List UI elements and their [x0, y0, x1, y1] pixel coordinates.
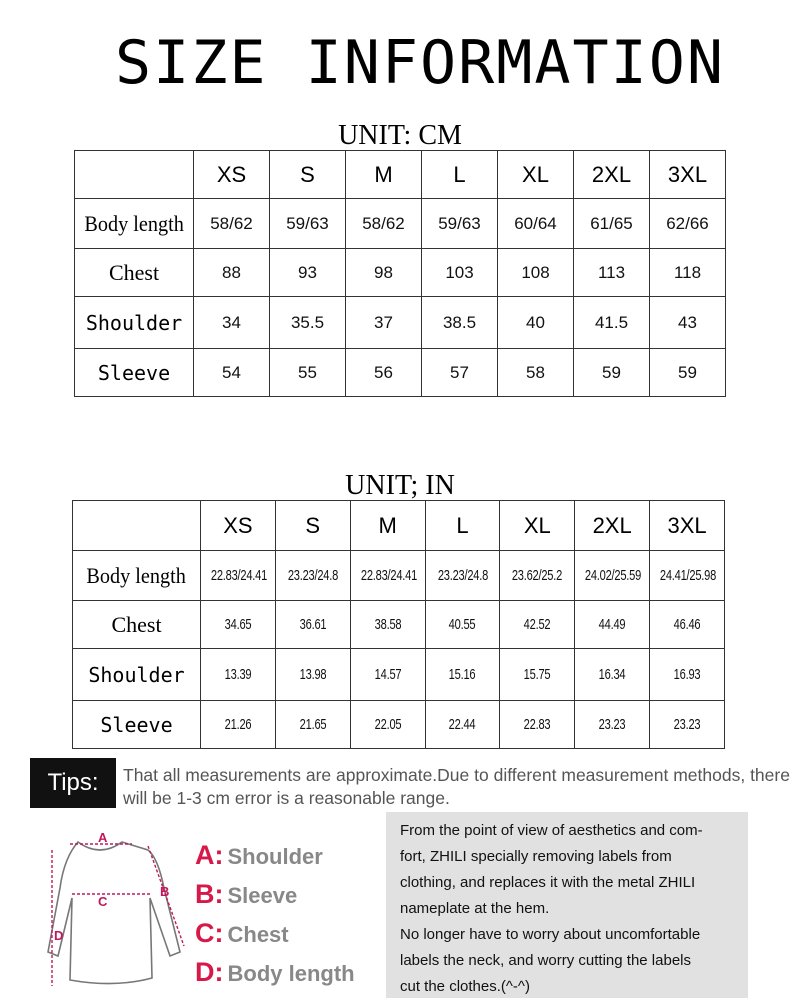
table-cell: 16.34 [575, 649, 650, 701]
size-header: 2XL [574, 151, 650, 199]
note-line: No longer have to worry about uncomfortable [400, 926, 701, 943]
page-title: SIZE INFORMATION [115, 28, 725, 98]
size-header: M [350, 501, 425, 551]
table-cell: 38.5 [422, 297, 498, 349]
table-cell: 40.55 [425, 601, 500, 649]
table-cell: 22.44 [425, 701, 500, 749]
table-cell: 13.39 [201, 649, 276, 701]
shirt-outline [48, 842, 180, 984]
row-label: Sleeve [73, 701, 201, 749]
legend-letter: C: [195, 918, 224, 948]
size-header: S [275, 501, 350, 551]
size-header: 2XL [575, 501, 650, 551]
legend-item [195, 840, 385, 879]
table-cell: 44.49 [575, 601, 650, 649]
table-row [75, 349, 726, 397]
row-label: Shoulder [75, 297, 194, 349]
table-header-row [73, 501, 725, 551]
table-cell: 23.23/24.8 [275, 551, 350, 601]
row-label: Chest [73, 601, 201, 649]
shirt-measurement-diagram [40, 828, 190, 998]
table-cell: 21.65 [275, 701, 350, 749]
size-header: XL [498, 151, 574, 199]
table-row [75, 297, 726, 349]
note-line: labels the neck, and worry cutting the labels [400, 952, 691, 969]
table-cell: 16.93 [650, 649, 725, 701]
table-cell: 58/62 [346, 199, 422, 249]
cm-unit-label: UNIT: CM [338, 120, 462, 151]
table-cell: 113 [574, 249, 650, 297]
table-cell: 60/64 [498, 199, 574, 249]
table-cell: 23.62/25.2 [500, 551, 575, 601]
legend-label: Shoulder [227, 844, 323, 869]
header-empty-cell [73, 501, 201, 551]
size-header: 3XL [650, 151, 726, 199]
legend-item [195, 879, 385, 918]
row-label: Body length [75, 199, 194, 249]
legend-letter: A: [195, 840, 224, 870]
legend-item [195, 957, 385, 996]
table-header-row [75, 151, 726, 199]
table-cell: 93 [270, 249, 346, 297]
table-cell: 40 [498, 297, 574, 349]
row-label: Shoulder [73, 649, 201, 701]
table-cell: 61/65 [574, 199, 650, 249]
table-cell: 22.83 [500, 701, 575, 749]
table-row [75, 249, 726, 297]
legend-item [195, 918, 385, 957]
table-row [75, 199, 726, 249]
table-row [73, 601, 725, 649]
table-cell: 42.52 [500, 601, 575, 649]
size-header: L [425, 501, 500, 551]
table-cell: 98 [346, 249, 422, 297]
table-cell: 24.41/25.98 [650, 551, 725, 601]
table-cell: 22.83/24.41 [201, 551, 276, 601]
table-cell: 15.16 [425, 649, 500, 701]
table-cell: 59 [574, 349, 650, 397]
label-note-box [386, 812, 748, 998]
row-label: Sleeve [75, 349, 194, 397]
table-cell: 13.98 [275, 649, 350, 701]
diagram-letter-b: B [160, 884, 170, 899]
size-header: L [422, 151, 498, 199]
table-cell: 55 [270, 349, 346, 397]
table-cell: 103 [422, 249, 498, 297]
table-cell: 41.5 [574, 297, 650, 349]
in-unit-label: UNIT; IN [345, 470, 455, 501]
table-cell: 35.5 [270, 297, 346, 349]
row-label: Body length [73, 551, 201, 601]
diagram-letter-a: A [98, 830, 108, 845]
table-cell: 36.61 [275, 601, 350, 649]
table-cell: 37 [346, 297, 422, 349]
note-line: nameplate at the hem. [400, 900, 550, 917]
table-cell: 23.23/24.8 [425, 551, 500, 601]
tips-label: Tips: [30, 758, 116, 808]
table-row [73, 649, 725, 701]
table-cell: 23.23 [575, 701, 650, 749]
note-line: From the point of view of aesthetics and com- [400, 822, 703, 839]
table-row [73, 701, 725, 749]
legend-label: Chest [227, 922, 289, 947]
table-cell: 56 [346, 349, 422, 397]
table-row [73, 551, 725, 601]
note-line: cut the clothes.(^-^) [400, 978, 530, 995]
table-cell: 34.65 [201, 601, 276, 649]
legend-label: Sleeve [227, 883, 298, 908]
legend-letter: D: [195, 957, 224, 987]
table-cell: 23.23 [650, 701, 725, 749]
size-header: 3XL [650, 501, 725, 551]
diagram-letter-d: D [54, 928, 64, 943]
table-cell: 59/63 [270, 199, 346, 249]
size-header: XS [194, 151, 270, 199]
table-cell: 22.83/24.41 [350, 551, 425, 601]
table-cell: 118 [650, 249, 726, 297]
table-cell: 59 [650, 349, 726, 397]
table-cell: 43 [650, 297, 726, 349]
size-header: XS [201, 501, 276, 551]
size-header: S [270, 151, 346, 199]
table-cell: 22.05 [350, 701, 425, 749]
table-cell: 108 [498, 249, 574, 297]
table-cell: 58 [498, 349, 574, 397]
size-header: M [346, 151, 422, 199]
table-cell: 88 [194, 249, 270, 297]
size-table-in [72, 500, 725, 749]
table-cell: 46.46 [650, 601, 725, 649]
table-cell: 24.02/25.59 [575, 551, 650, 601]
header-empty-cell [75, 151, 194, 199]
table-cell: 62/66 [650, 199, 726, 249]
tips-text: That all measurements are approximate.Due to different measurement methods, there will be 1-3 cm error is a reasonable range. [123, 765, 790, 808]
note-line: fort, ZHILI specially removing labels from [400, 848, 672, 865]
table-cell: 57 [422, 349, 498, 397]
measurement-legend [195, 840, 385, 996]
row-label: Chest [75, 249, 194, 297]
table-cell: 54 [194, 349, 270, 397]
table-cell: 34 [194, 297, 270, 349]
table-cell: 38.58 [350, 601, 425, 649]
table-cell: 15.75 [500, 649, 575, 701]
note-line: clothing, and replaces it with the metal ZHILI [400, 874, 696, 891]
table-cell: 59/63 [422, 199, 498, 249]
table-cell: 21.26 [201, 701, 276, 749]
size-header: XL [500, 501, 575, 551]
table-cell: 14.57 [350, 649, 425, 701]
diagram-letter-c: C [98, 894, 108, 909]
legend-letter: B: [195, 879, 224, 909]
size-table-cm [74, 150, 726, 397]
table-cell: 58/62 [194, 199, 270, 249]
legend-label: Body length [227, 961, 355, 986]
